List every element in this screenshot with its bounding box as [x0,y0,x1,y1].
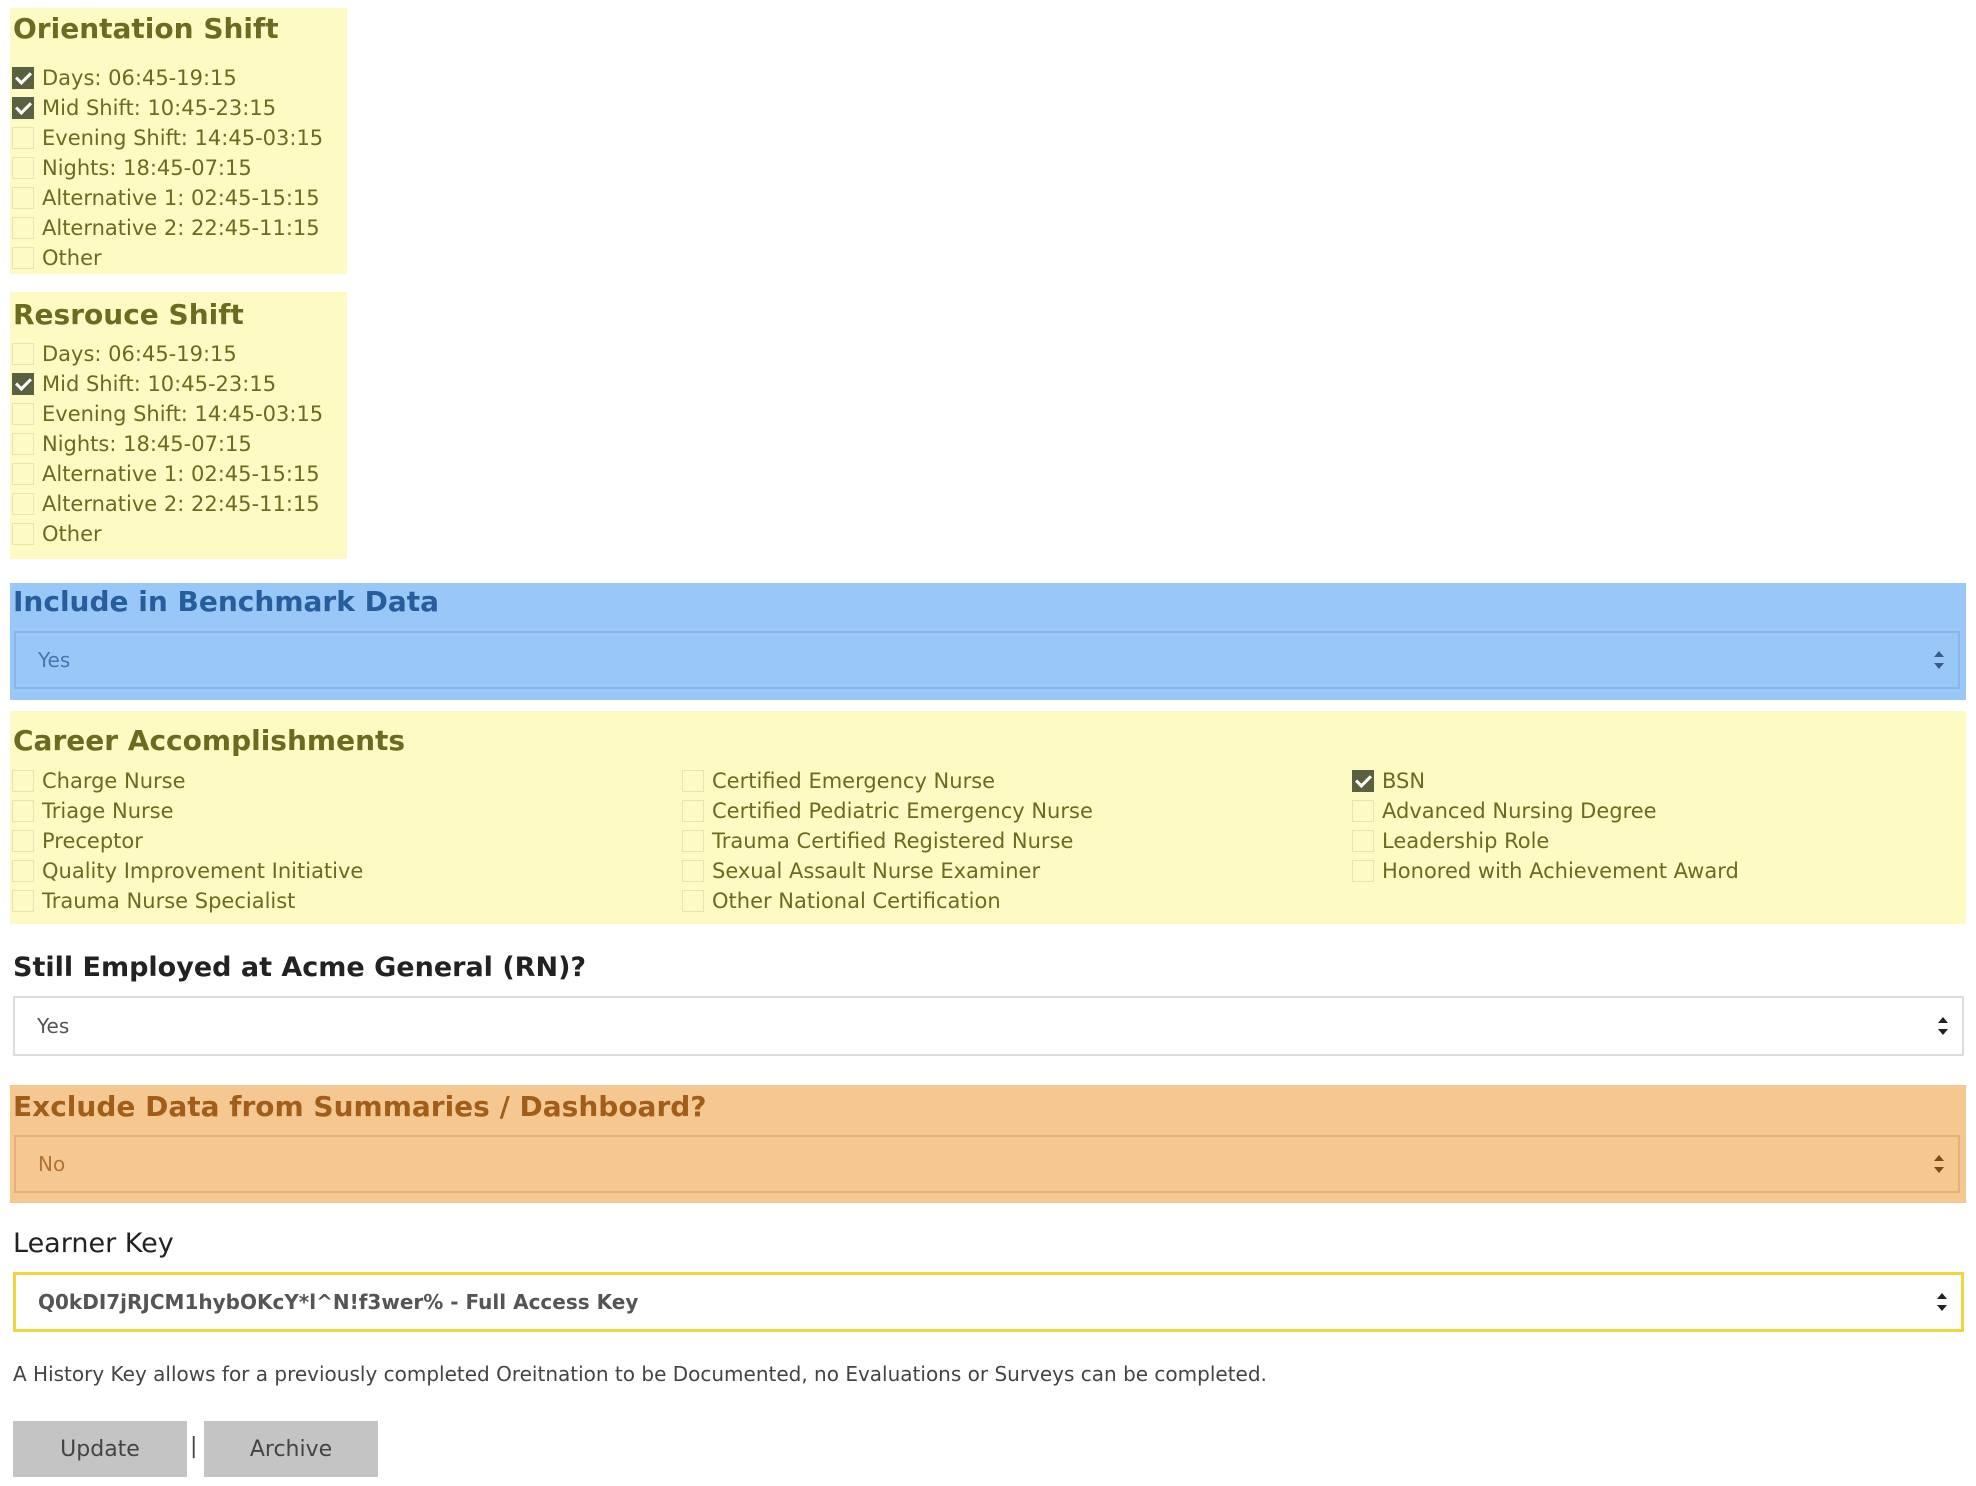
checkbox-unchecked[interactable] [1352,800,1374,822]
checkbox-unchecked[interactable] [1352,830,1374,852]
checkbox-unchecked[interactable] [12,433,34,455]
benchmark-select-value: Yes [38,648,71,672]
checkbox-unchecked[interactable] [12,830,34,852]
checkbox-label: Advanced Nursing Degree [1382,799,1657,823]
checkbox-unchecked[interactable] [12,800,34,822]
checkbox-label: Sexual Assault Nurse Examiner [712,859,1041,883]
checkbox-label: Preceptor [42,829,143,853]
checkbox-unchecked[interactable] [12,187,34,209]
checkbox-label: Charge Nurse [42,769,186,793]
checkbox-option[interactable] [1352,767,1425,795]
checkbox-label: Other National Certification [712,889,1001,913]
resource-shift-title: Resrouce Shift [13,298,244,331]
career-panel [10,711,1966,924]
select-arrows-icon [1937,1293,1947,1311]
checkbox-unchecked[interactable] [12,403,34,425]
checkbox-option[interactable] [12,370,276,398]
checkbox-unchecked[interactable] [12,157,34,179]
checkbox-option[interactable] [12,797,174,825]
checkbox-option[interactable] [12,214,320,242]
checkbox-label: Alternative 1: 02:45-15:15 [42,186,320,210]
checkbox-checked[interactable] [12,97,34,119]
checkbox-option[interactable] [12,184,320,212]
resource-shift-panel [10,292,347,559]
checkbox-option[interactable] [12,124,323,152]
checkbox-option[interactable] [12,827,143,855]
checkbox-option[interactable] [12,460,320,488]
checkbox-checked[interactable] [1352,770,1374,792]
checkbox-unchecked[interactable] [12,890,34,912]
checkbox-option[interactable] [1352,797,1657,825]
checkbox-checked[interactable] [12,67,34,89]
checkbox-label: Mid Shift: 10:45-23:15 [42,372,277,396]
checkbox-option[interactable] [1352,827,1549,855]
learner-key-select[interactable] [13,1272,1964,1332]
checkbox-unchecked[interactable] [12,493,34,515]
checkbox-unchecked[interactable] [1352,860,1374,882]
button-separator: | [190,1434,198,1459]
checkbox-label: Trauma Nurse Specialist [42,889,296,913]
checkbox-option[interactable] [12,94,276,122]
exclude-panel [10,1085,1966,1203]
exclude-select[interactable] [14,1135,1960,1193]
checkbox-option[interactable] [12,857,363,885]
checkbox-option[interactable] [682,857,1040,885]
checkbox-option[interactable] [682,887,1001,915]
checkbox-label: Certified Pediatric Emergency Nurse [712,799,1093,823]
checkbox-label: Days: 06:45-19:15 [42,342,237,366]
select-arrows-icon [1934,1155,1944,1173]
learner-key-title: Learner Key [13,1228,174,1259]
checkbox-label: Alternative 2: 22:45-11:15 [42,216,320,240]
checkbox-option[interactable] [12,887,295,915]
learner-key-help-text: A History Key allows for a previously completed Oreitnation to be Documented, no Evaluations or Surveys can be completed. [13,1362,1267,1386]
checkbox-unchecked[interactable] [12,127,34,149]
employed-select-value: Yes [37,1014,70,1038]
checkbox-unchecked[interactable] [12,523,34,545]
checkbox-option[interactable] [682,767,995,795]
checkbox-label: Nights: 18:45-07:15 [42,156,252,180]
checkbox-label: Other [42,522,102,546]
career-title: Career Accomplishments [13,724,406,757]
checkbox-label: Certified Emergency Nurse [712,769,996,793]
checkbox-label: Days: 06:45-19:15 [42,66,237,90]
checkbox-option[interactable] [682,797,1093,825]
checkbox-unchecked[interactable] [682,860,704,882]
update-button[interactable]: Update [13,1421,187,1477]
checkbox-unchecked[interactable] [12,770,34,792]
checkbox-label: Evening Shift: 14:45-03:15 [42,402,324,426]
checkbox-label: Alternative 2: 22:45-11:15 [42,492,320,516]
orientation-shift-title: Orientation Shift [13,12,279,45]
checkbox-option[interactable] [12,430,252,458]
benchmark-title: Include in Benchmark Data [13,585,440,618]
learner-key-select-value: Q0kDI7jRJCM1hybOKcY*l^N!f3wer% - Full Access Key [38,1290,639,1314]
checkbox-label: Trauma Certified Registered Nurse [712,829,1074,853]
checkbox-unchecked[interactable] [12,860,34,882]
checkbox-label: Alternative 1: 02:45-15:15 [42,462,320,486]
checkbox-unchecked[interactable] [682,800,704,822]
checkbox-option[interactable] [12,64,237,92]
checkbox-option[interactable] [12,154,252,182]
checkbox-label: Leadership Role [1382,829,1550,853]
checkbox-unchecked[interactable] [682,890,704,912]
checkbox-option[interactable] [1352,857,1739,885]
benchmark-panel [10,583,1966,700]
checkbox-option[interactable] [12,400,323,428]
checkbox-unchecked[interactable] [12,343,34,365]
checkbox-option[interactable] [12,340,237,368]
benchmark-select[interactable] [14,631,1960,689]
exclude-title: Exclude Data from Summaries / Dashboard? [13,1090,707,1123]
checkbox-label: Triage Nurse [42,799,174,823]
checkbox-label: Evening Shift: 14:45-03:15 [42,126,324,150]
employed-title: Still Employed at Acme General (RN)? [13,952,587,983]
checkbox-label: Quality Improvement Initiative [42,859,364,883]
exclude-select-value: No [38,1152,66,1176]
checkbox-checked[interactable] [12,373,34,395]
employed-select[interactable] [13,996,1964,1056]
checkbox-unchecked[interactable] [12,217,34,239]
checkbox-option[interactable] [12,520,102,548]
checkbox-label: BSN [1382,769,1426,793]
checkbox-option[interactable] [12,244,102,272]
archive-button[interactable]: Archive [204,1421,378,1477]
checkbox-unchecked[interactable] [682,830,704,852]
checkbox-unchecked[interactable] [12,247,34,269]
checkbox-label: Other [42,246,102,270]
checkbox-unchecked[interactable] [682,770,704,792]
select-arrows-icon [1938,1017,1948,1035]
checkbox-label: Nights: 18:45-07:15 [42,432,252,456]
checkbox-label: Honored with Achievement Award [1382,859,1739,883]
checkbox-option[interactable] [682,827,1073,855]
checkbox-option[interactable] [12,490,320,518]
checkbox-option[interactable] [12,767,186,795]
select-arrows-icon [1934,651,1944,669]
checkbox-unchecked[interactable] [12,463,34,485]
checkbox-label: Mid Shift: 10:45-23:15 [42,96,277,120]
orientation-shift-panel [10,8,347,274]
